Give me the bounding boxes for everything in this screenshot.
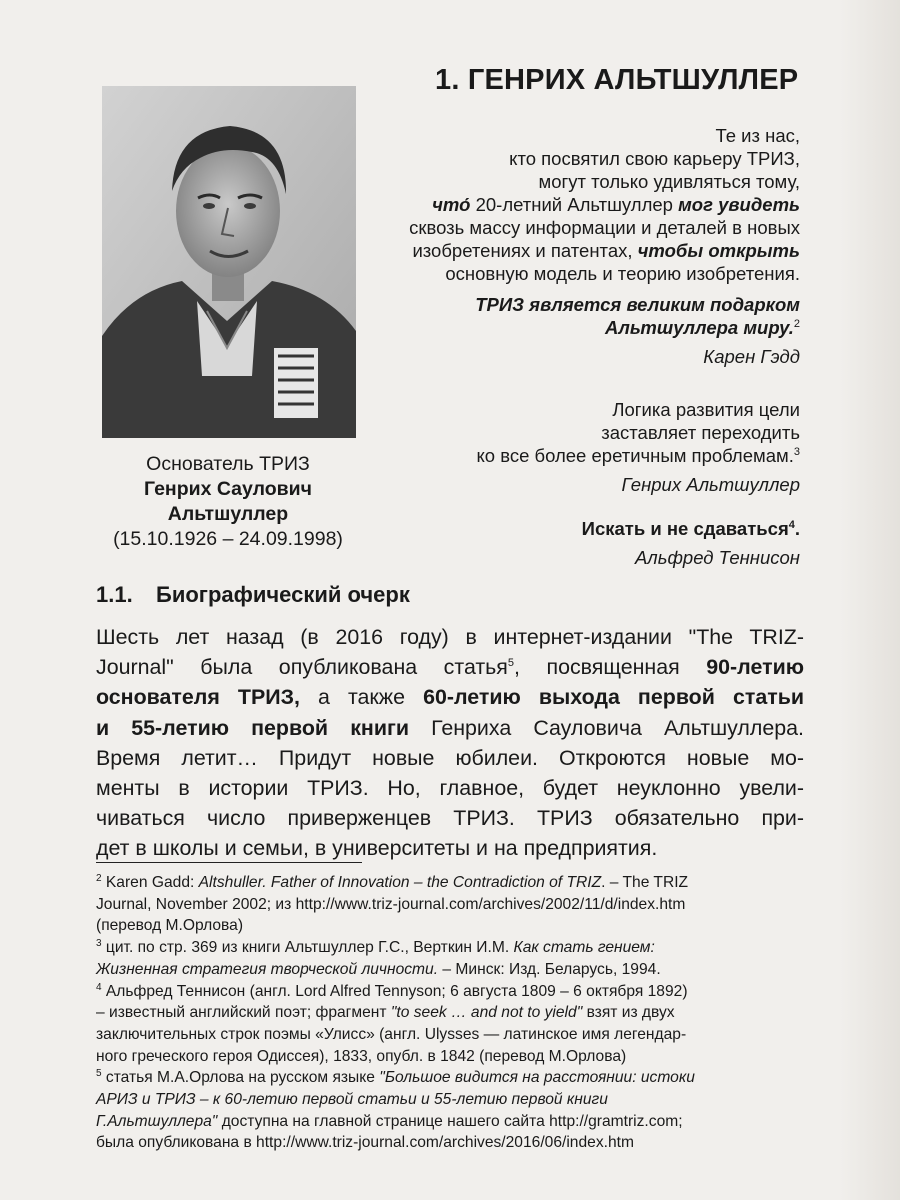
footnote-line: (перевод М.Орлова): [96, 917, 244, 935]
epigraph-line: основную модель и теорию изобретения.: [445, 263, 800, 284]
epigraph-line: могут только удивляться тому,: [538, 171, 800, 192]
footnote-number: 3: [96, 937, 102, 949]
paragraph-line: дет в школы и семьи, в университеты и на предприятия.: [96, 836, 658, 861]
portrait-photo: [102, 86, 356, 438]
paragraph-line: [96, 652, 804, 682]
paragraph-line: менты в истории ТРИЗ. Но, главное, будет неуклонно увели-: [96, 776, 804, 801]
epigraph-text: ко все более еретичным проблемам.: [476, 445, 794, 466]
footnote-title: Жизненная стратегия творческой личности.: [96, 960, 439, 978]
epigraph-emphasis: мог увидеть: [678, 194, 800, 215]
paragraph-line: Время летит… Придут новые юбилеи. Откроются новые мо-: [96, 745, 804, 770]
caption-name-line2: Альтшуллер: [167, 503, 289, 525]
section-heading: [96, 582, 410, 608]
epigraph-emphasis: Альтшуллера миру.: [604, 317, 794, 338]
footnote-4: [96, 981, 804, 1003]
epigraph-author: Карен Гэдд: [703, 346, 800, 367]
epigraph-author: Альфред Теннисон: [634, 547, 800, 568]
footnote-number: 5: [96, 1068, 102, 1080]
footnote-text: взят из двух: [582, 1004, 675, 1022]
footnote-separator: [96, 862, 362, 863]
paragraph-line: [96, 682, 804, 712]
section-number: 1.1.: [96, 582, 133, 607]
epigraph-line: заставляет переходить: [601, 422, 800, 443]
epigraph-gadd: [409, 124, 800, 368]
epigraph-altshuller: [476, 398, 800, 496]
footnote-line: [96, 1002, 804, 1024]
footnote-text: статья М.А.Орлова на русском языке: [101, 1069, 380, 1087]
epigraph-line: Логика развития цели: [612, 399, 800, 420]
paragraph-emphasis: 90-летию: [706, 655, 804, 680]
epigraph-text: .: [794, 518, 800, 539]
footnote-text: Karen Gadd:: [101, 874, 199, 891]
footnote-number: 4: [96, 981, 102, 993]
footnote-title: Г.Альтшуллера": [96, 1112, 218, 1130]
footnote-line: заключительных строк поэмы «Улисс» (англ. Ulysses — латинское имя легендар-: [96, 1025, 687, 1043]
footnote-text: – известный английский поэт; фрагмент: [96, 1004, 391, 1022]
epigraph-line: [582, 517, 800, 540]
epigraph-emphasis: чтобы открыть: [637, 240, 800, 261]
footnote-text: Альфред Теннисон (англ. Lord Alfred Tennyson; 6 августа 1809 – 6 октября 1892): [101, 982, 688, 1000]
footnote-2: [96, 872, 804, 894]
epigraph-emphasis: что́: [432, 194, 471, 215]
footnote-text: цит. по стр. 369 из книги Альтшуллер Г.С., Верткин И.М.: [101, 939, 514, 957]
footnote-title: "Большое видится на расстоянии: истоки: [379, 1069, 695, 1087]
footnote-text: . – The TRIZ: [601, 874, 689, 891]
paragraph-emphasis: основателя ТРИЗ,: [96, 685, 300, 710]
epigraph-line: сквозь массу информации и деталей в новых: [409, 217, 800, 238]
epigraph-line: кто посвятил свою карьеру ТРИЗ,: [509, 148, 800, 169]
footnote-text: – Минск: Изд. Беларусь, 1994.: [438, 960, 661, 978]
paragraph-emphasis: и 55-летию первой книги: [96, 715, 410, 740]
epigraph-line: Те из нас,: [715, 125, 800, 146]
epigraph-text: 20-летний Альтшуллер: [470, 194, 679, 215]
chapter-title: 1. ГЕНРИХ АЛЬТШУЛЛЕР: [435, 64, 799, 96]
caption-founder-line: Основатель ТРИЗ: [146, 453, 310, 475]
paragraph-text: Journal" была опубликована статья: [96, 655, 508, 680]
footnote-ref: 2: [793, 317, 800, 330]
footnote-line: АРИЗ и ТРИЗ – к 60-летию первой статьи и 55-летию первой книги: [96, 1091, 608, 1109]
paragraph-line: чиваться число приверженцев ТРИЗ. ТРИЗ обязательно при-: [96, 806, 804, 831]
caption-name-line1: Генрих Саулович: [144, 478, 312, 500]
epigraph-tennyson: [582, 517, 800, 569]
epigraph-author: Генрих Альтшуллер: [621, 474, 800, 495]
epigraph-line: [409, 239, 800, 262]
footnote-title: Как стать гением:: [513, 939, 655, 957]
footnote-3: [96, 937, 804, 959]
main-paragraph: [96, 622, 804, 864]
caption-dates: (15.10.1926 – 24.09.1998): [113, 528, 343, 550]
epigraph-emphasis: Искать и не сдаваться: [581, 518, 789, 539]
paragraph-text: , посвященная: [514, 655, 707, 680]
footnote-number: 2: [96, 872, 102, 884]
epigraph-bold-line: ТРИЗ является великим подарком: [475, 294, 800, 315]
epigraph-text: изобретениях и патентах,: [412, 240, 638, 261]
section-title: Биографический очерк: [156, 582, 410, 607]
footnote-text: доступна на главной странице нашего сайта http://gramtriz.com;: [217, 1112, 683, 1130]
paragraph-emphasis: 60-летию выхода первой статьи: [423, 685, 804, 710]
footnote-ref: 3: [793, 445, 800, 458]
footnote-ref: 4: [788, 518, 795, 531]
footnotes: [96, 872, 804, 1154]
footnote-line: [96, 1111, 804, 1133]
footnote-5: [96, 1067, 804, 1089]
page-edge: [840, 0, 900, 1200]
epigraph-bold-line: [409, 316, 800, 339]
paragraph-line: Шесть лет назад (в 2016 году) в интернет-издании "The TRIZ-: [96, 625, 804, 649]
epigraph-line: [476, 444, 800, 467]
epigraph-line: [409, 193, 800, 216]
footnote-line: Journal, November 2002; из http://www.triz-journal.com/archives/2002/11/d/index.htm: [96, 895, 686, 913]
paragraph-text: Генриха Сауловича Альтшуллера.: [409, 715, 804, 740]
footnote-quote: "to seek … and not to yield": [390, 1004, 583, 1022]
footnote-line: была опубликована в http://www.triz-journal.com/archives/2016/06/index.htm: [96, 1134, 634, 1152]
footnote-line: [96, 959, 804, 981]
footnote-ref: 5: [507, 657, 515, 670]
footnote-title: Altshuller. Father of Innovation – the Contradiction of TRIZ: [198, 874, 602, 891]
paragraph-line: [96, 713, 804, 743]
footnote-line: ного греческого героя Одиссея), 1833, опубл. в 1842 (перевод М.Орлова): [96, 1047, 627, 1065]
photo-caption: [90, 452, 366, 552]
paragraph-text: а также: [299, 685, 424, 710]
